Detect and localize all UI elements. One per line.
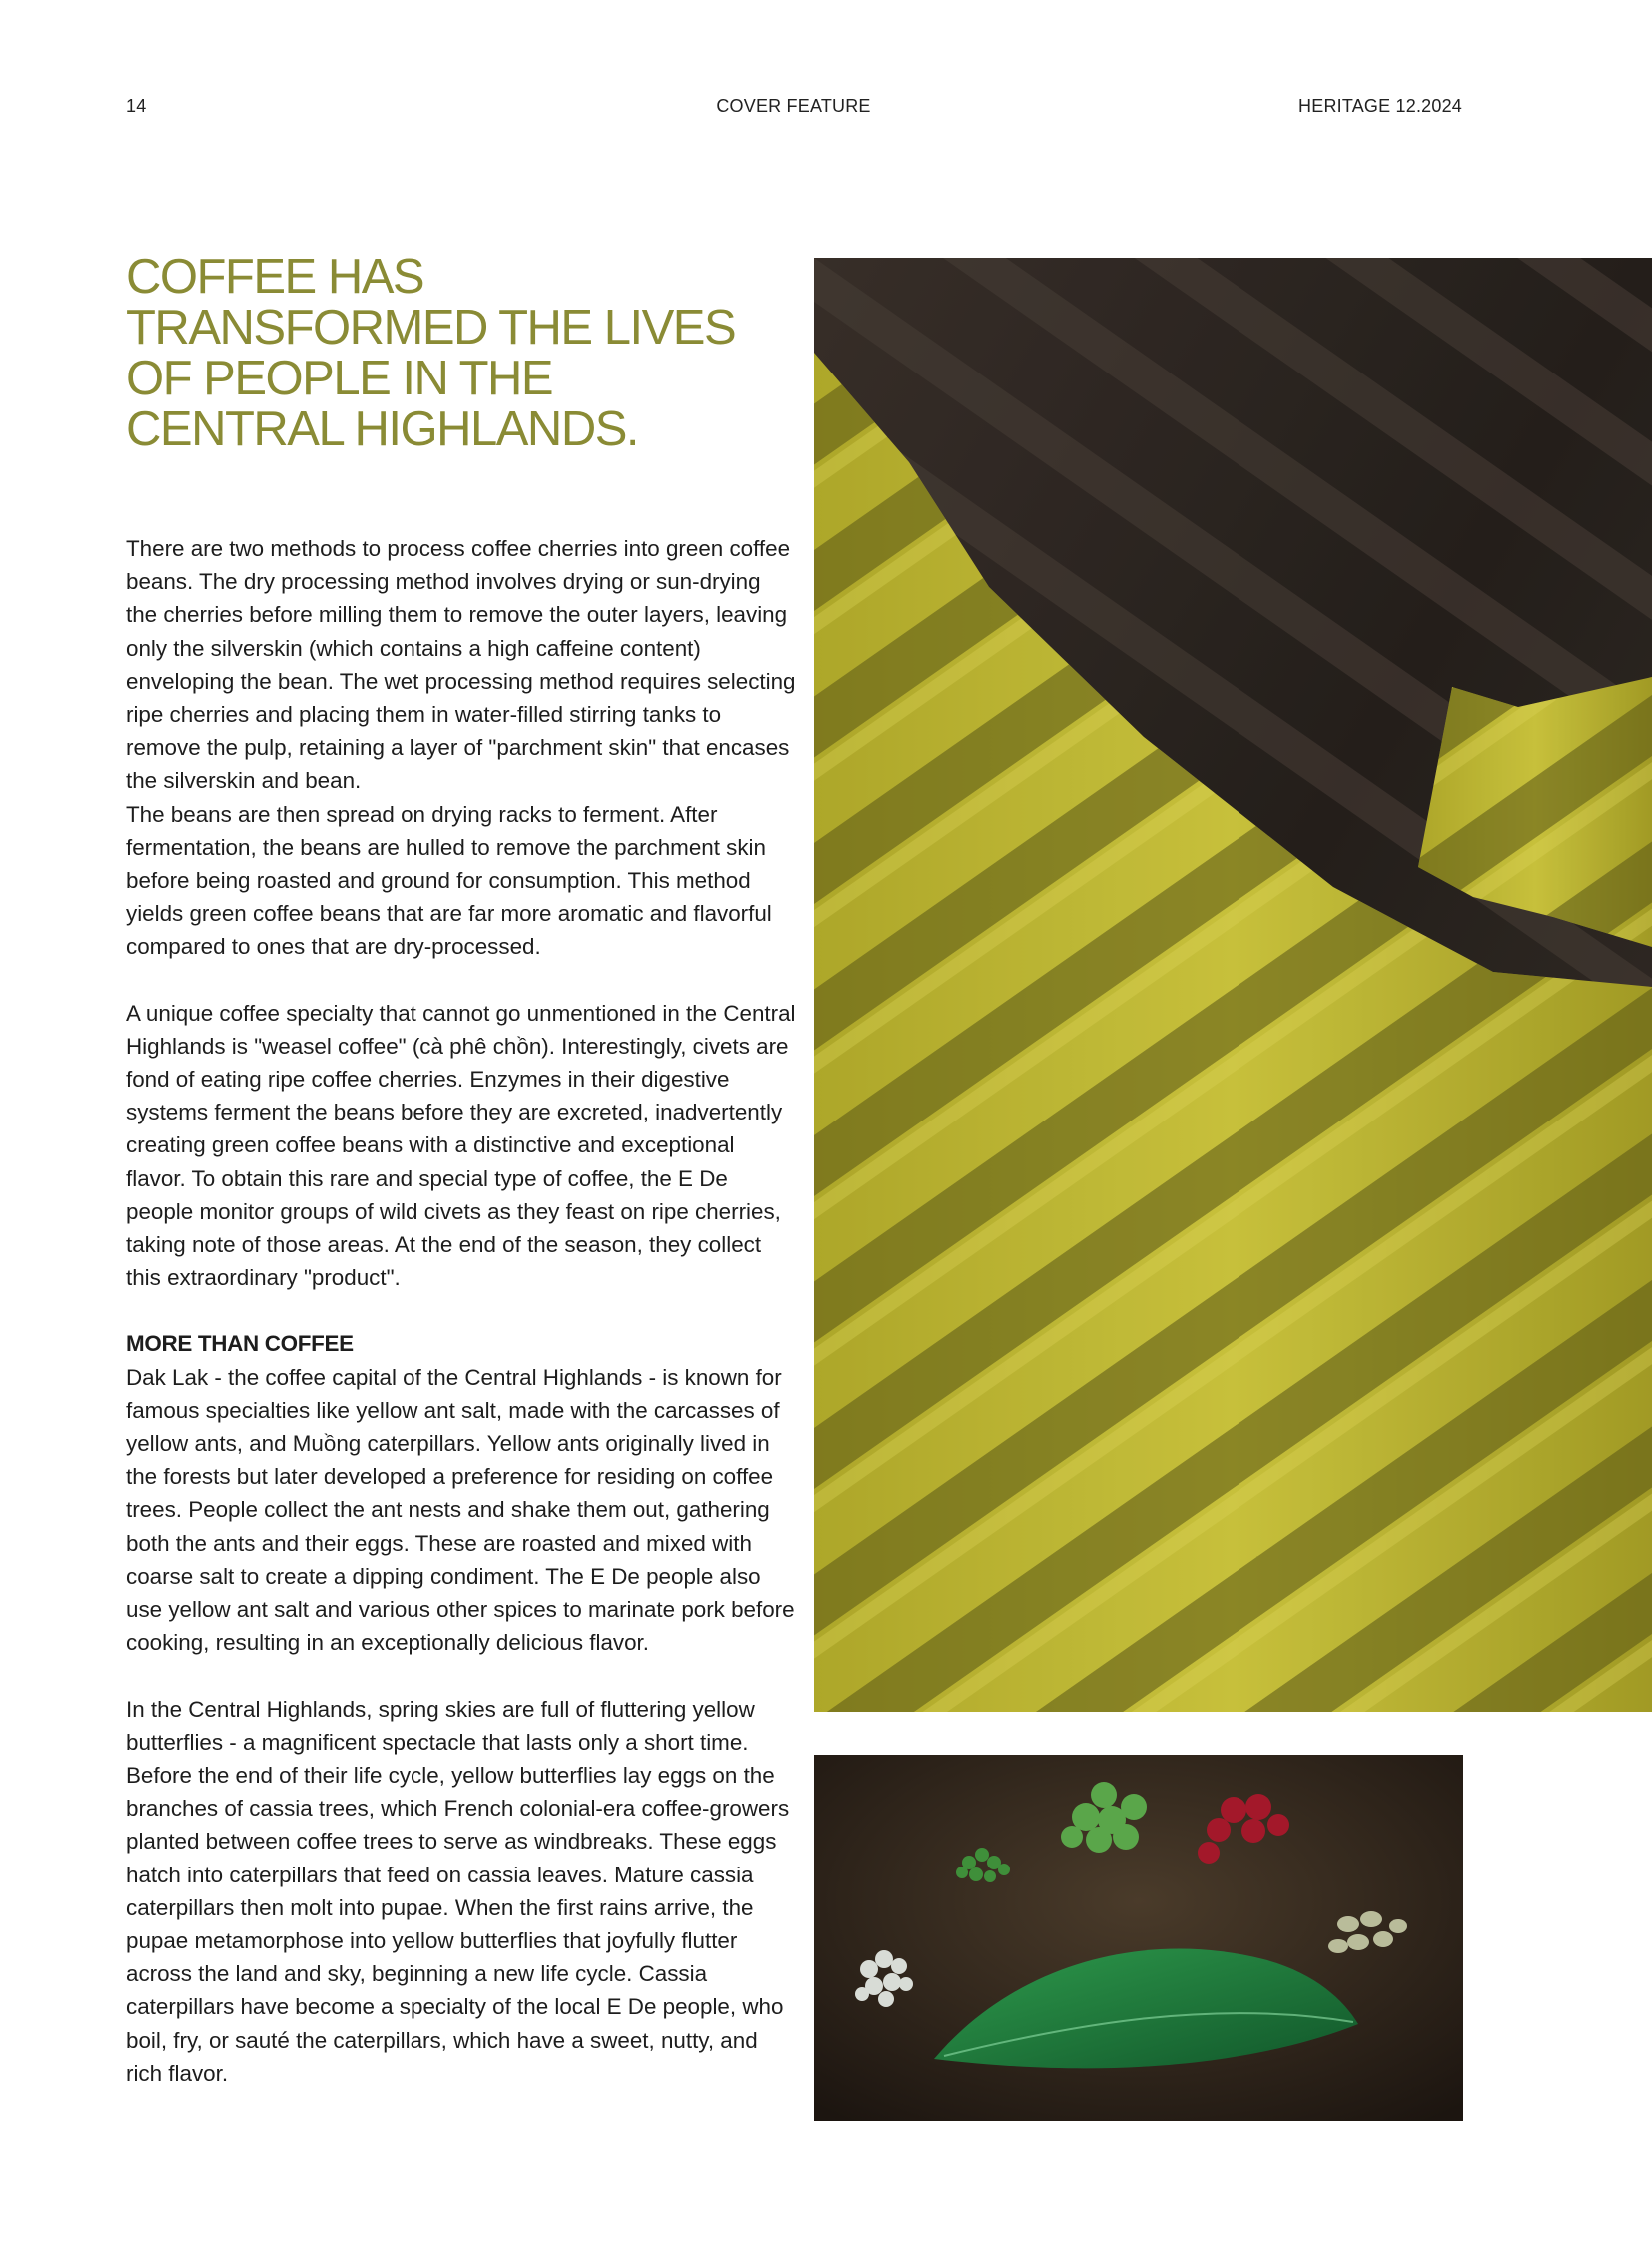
- subheading: MORE THAN COFFEE: [126, 1331, 354, 1357]
- drying-cloth-photo: [814, 258, 1652, 1712]
- headline: COFFEE HAS TRANSFORMED THE LIVES OF PEOPLE IN THE CENTRAL HIGHLANDS.: [126, 250, 736, 456]
- coffee-stages-photo: [814, 1755, 1463, 2121]
- article-body: [126, 532, 797, 2090]
- paragraph: A unique coffee specialty that cannot go unmentioned in the Central Highlands is "weasel coffee" (cà phê chồn). Interestingly, civets are fond of eating ripe coffee cherries. Enzymes in their digestive systems ferment the beans before they are excreted, inadvertently creating green coffee beans with a distinctive and exceptional flavor. To obtain this rare and special type of coffee, the E De people monitor groups of wild civets as they feast on ripe cherries, taking note of those areas. At the end of the season, they collect this extraordinary "product".: [126, 1000, 796, 1291]
- paragraph: In the Central Highlands, spring skies are full of fluttering yellow butterflies - a magnificent spectacle that lasts only a short time. Before the end of their life cycle, yellow butterflies lay eggs on the branches of cassia trees, which French colonial-era coffee-growers planted between coffee trees to serve as windbreaks. These eggs hatch into caterpillars that feed on cassia leaves. Mature cassia caterpillars then molt into pupae. When the first rains arrive, the pupae metamorphose into yellow butterflies that joyfully flutter across the land and sky, beginning a new life cycle. Cassia caterpillars have become a specialty of the local E De people, who boil, fry, or sauté the caterpillars, which have a sweet, nutty, and rich flavor.: [126, 1696, 790, 2086]
- paragraph: Dak Lak - the coffee capital of the Central Highlands - is known for famous specialties like yellow ant salt, made with the carcasses of yellow ants, and Muồng caterpillars. Yellow ants originally lived in the forests but later developed a preference for residing on coffee trees. People collect the ant nests and shake them out, gathering both the ants and their eggs. These are roasted and mixed with coarse salt to create a dipping condiment. The E De people also use yellow ant salt and various other spices to marinate pork before cooking, resulting in an exceptionally delicious flavor.: [126, 1364, 795, 1656]
- page-number: 14: [126, 96, 147, 116]
- paragraph: There are two methods to process coffee cherries into green coffee beans. The dry processing method involves drying or sun-drying the cherries before milling them to remove the outer layers, leaving only the silverskin (which contains a high caffeine content) enveloping the bean. The wet processing method requires selecting ripe cherries and placing them in water-filled stirring tanks to remove the pulp, retaining a layer of "parchment skin" that encases the silverskin and bean.: [126, 536, 796, 794]
- issue-label: HERITAGE 12.2024: [1298, 96, 1462, 116]
- section-label: COVER FEATURE: [716, 96, 871, 116]
- paragraph: The beans are then spread on drying racks to ferment. After fermentation, the beans are hulled to remove the parchment skin before being roasted and ground for consumption. This method yields green coffee beans that are far more aromatic and flavorful compared to ones that are dry-processed.: [126, 801, 772, 960]
